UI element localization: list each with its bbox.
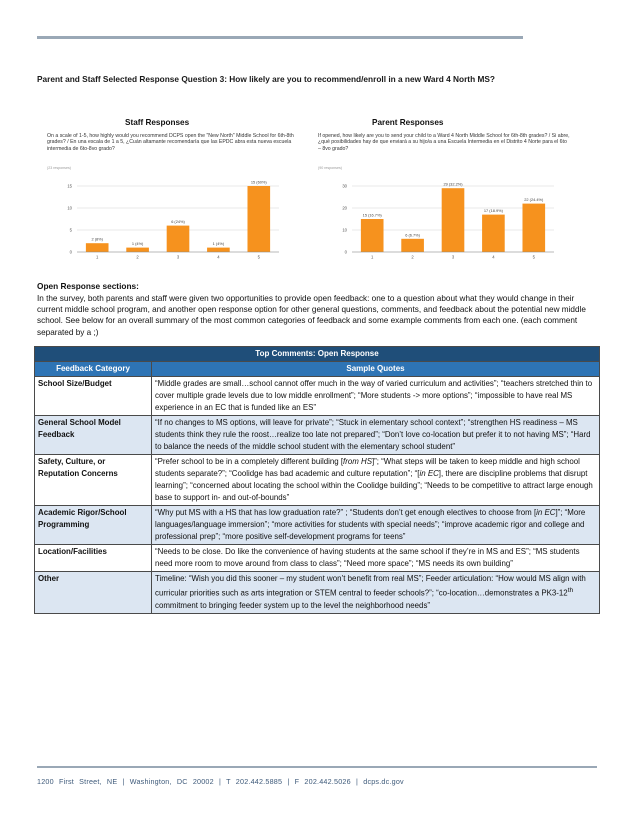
page-heading: Parent and Staff Selected Response Question 3: How likely are you to recommend/enroll in a new Ward 4 North MS? xyxy=(37,74,495,84)
parent-responses: (90 responses) xyxy=(318,166,342,170)
y-tick-label: 30 xyxy=(342,183,347,189)
quote-italic: in EC xyxy=(419,469,439,478)
staff-bar-chart xyxy=(55,179,285,262)
header-sample-quotes: Sample Quotes xyxy=(152,362,600,377)
bar-data-label: 15 (16.7%) xyxy=(362,212,382,218)
bar-data-label: 29 (32.2%) xyxy=(443,181,463,187)
quote-italic: in EC xyxy=(536,508,556,517)
quote-text: “Why put MS with a HS that has low graduation rate?” ; “Students don’t get enough electives to choose from [ xyxy=(155,508,537,517)
bar xyxy=(207,248,230,252)
quote-italic: from HS xyxy=(343,457,372,466)
bar-data-label: 1 (4%) xyxy=(212,241,225,247)
x-tick-label: 4 xyxy=(492,254,495,260)
category-cell: Safety, Culture, or Reputation Concerns xyxy=(35,455,152,506)
bar xyxy=(126,248,149,252)
table-title: Top Comments: Open Response xyxy=(35,347,600,362)
y-tick-label: 0 xyxy=(69,249,72,255)
x-tick-label: 1 xyxy=(371,254,374,260)
table-row xyxy=(35,416,600,455)
open-response-title: Open Response sections: xyxy=(37,281,139,291)
parent-question: If opened, how likely are you to send your child to a Ward 4 North Middle School for 6th-8th grades? / Si abre, ¿qué posibilidades hay de que enviará a su hijo/a a una Escuela Intermedia en el Distrito 4 Norte para el 6to – 8vo grado? xyxy=(318,133,570,152)
comments-table xyxy=(34,346,600,614)
bar xyxy=(522,204,545,252)
x-tick-label: 2 xyxy=(411,254,414,260)
bar-data-label: 17 (18.9%) xyxy=(483,208,503,214)
quote-superscript: th xyxy=(567,587,574,594)
bar-data-label: 22 (24.4%) xyxy=(524,197,544,203)
table-row xyxy=(35,455,600,506)
bar xyxy=(86,243,109,252)
quote-text: commitment to bringing feeder system up to the level the neighborhood needs” xyxy=(155,600,431,610)
y-tick-label: 20 xyxy=(342,205,347,211)
x-tick-label: 5 xyxy=(257,254,260,260)
quotes-cell xyxy=(152,506,600,545)
quotes-cell: “If no changes to MS options, will leave for private”; “Stuck in elementary school context”; “strengthen HS readiness – MS students think they rule the roost…realize too late not prepared”; “Don’t love co-location but prefer it to not having MS”; “Hard to balance the needs of the middle school student with the elementary school student” xyxy=(152,416,600,455)
parent-title: Parent Responses xyxy=(372,118,444,127)
quote-text: ]”; “What steps will be taken to keep middle and high school students separate?”; “Coolidge has bad academic and culture reputation”; “[ xyxy=(155,457,580,478)
table-row xyxy=(35,572,600,614)
bar xyxy=(247,186,270,252)
y-tick-label: 10 xyxy=(342,227,347,233)
bar-data-label: 15 (60%) xyxy=(250,179,267,185)
top-rule xyxy=(37,36,523,39)
bar xyxy=(167,226,190,252)
category-cell: Academic Rigor/School Programming xyxy=(35,506,152,545)
y-tick-label: 15 xyxy=(67,183,72,189)
table-row xyxy=(35,506,600,545)
x-tick-label: 5 xyxy=(532,254,535,260)
category-cell: Location/Facilities xyxy=(35,545,152,572)
quote-text: ], there are discipline problems that disrupt learning”; “concerned about locating the school within the Coolidge building”; “Needs to be competitive to attract large enough base to support in- and out-of-bounds” xyxy=(155,469,593,502)
quote-text: “Prefer school to be in a completely different building [ xyxy=(155,457,344,466)
x-tick-label: 1 xyxy=(96,254,99,260)
table-row xyxy=(35,377,600,416)
bar xyxy=(442,188,465,252)
category-cell: General School Model Feedback xyxy=(35,416,152,455)
x-tick-label: 2 xyxy=(136,254,139,260)
category-cell: School Size/Budget xyxy=(35,377,152,416)
staff-question: On a scale of 1-5, how highly would you recommend DCPS open the "New North" Middle School for 6th-8th grades? / En una escala de 1 a 5, ¿Cuán altamante recomendaría que las EPDC abra esta nueva escuela intermedia de 6to-8vo grado? xyxy=(47,133,294,152)
y-tick-label: 10 xyxy=(67,205,72,211)
quote-text: ]”; “More languages/language immersion”; “more activities for students with special needs”; “improve academic rigor and college and professional prep”; “more positive self-development programs for teens” xyxy=(155,508,586,541)
open-response-body: In the survey, both parents and staff were given two opportunities to provide open feedback: one to a question about what they would change in their current middle school program, and another open response option for other general questions, comments, and feedback about the potential new middle school. See below for an overall summary of the most common categories of feedback and some example comments from each one. (each comment separated by a ;) xyxy=(37,294,586,337)
header-feedback-category: Feedback Category xyxy=(35,362,152,377)
category-cell: Other xyxy=(35,572,152,614)
y-tick-label: 0 xyxy=(344,249,347,255)
quotes-cell: “Needs to be close. Do like the convenience of having students at the same school if they’re in MS and ES”; “MS students need more room to move around from class to class”; “Need more space”; “MS needs its own building” xyxy=(152,545,600,572)
x-tick-label: 4 xyxy=(217,254,220,260)
bar-data-label: 6 (24%) xyxy=(171,219,185,225)
quote-text: Timeline: “Wish you did this sooner – my student won’t benefit from real MS”; Feeder articulation: “How would MS align with curricular priorities such as arts integration or STEM central to feeder schools?”; “co-location…demonstrates a PK3-12 xyxy=(155,574,586,598)
bar xyxy=(401,239,424,252)
parent-bar-chart xyxy=(330,182,560,262)
bar xyxy=(361,219,384,252)
bar-data-label: 1 (4%) xyxy=(131,241,144,247)
bar-data-label: 6 (6.7%) xyxy=(405,232,420,238)
y-tick-label: 5 xyxy=(69,227,72,233)
quotes-cell xyxy=(152,455,600,506)
x-tick-label: 3 xyxy=(176,254,180,260)
staff-title: Staff Responses xyxy=(125,118,190,127)
bar-data-label: 2 (8%) xyxy=(91,236,103,242)
x-tick-label: 3 xyxy=(451,254,455,260)
quotes-cell: “Middle grades are small…school cannot offer much in the way of varied curriculum and activities”; “teachers stretched thin to cover multiple grade levels due to low middle enrollment”; “More students -> more options”; “impossible to have real MS experience in an EC that is funded like an ES” xyxy=(152,377,600,416)
quotes-cell xyxy=(152,572,600,614)
footer-address: 1200 First Street, NE | Washington, DC 20002 | T 202.442.5885 | F 202.442.5026 | dcps.dc.gov xyxy=(37,777,404,786)
staff-responses: (23 responses) xyxy=(47,166,71,170)
bottom-rule xyxy=(37,766,597,768)
bar xyxy=(482,215,505,252)
table-row xyxy=(35,545,600,572)
